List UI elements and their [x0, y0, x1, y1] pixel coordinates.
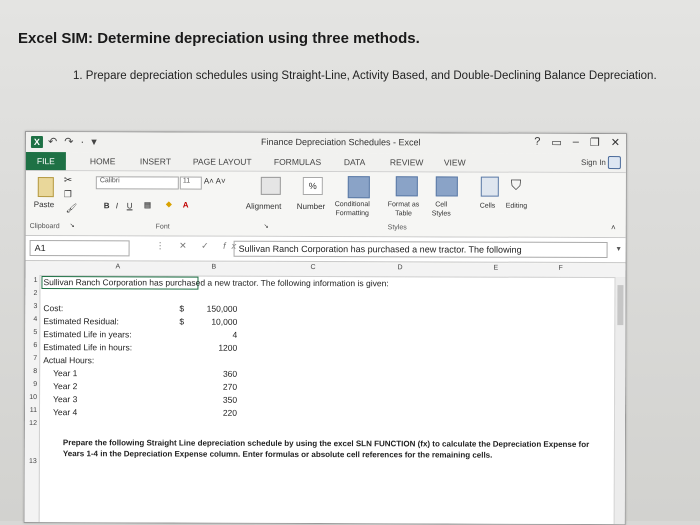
life-hours-value[interactable]: 1200 [218, 342, 238, 353]
life-hours-label[interactable]: Estimated Life in hours: [43, 342, 133, 353]
column-header-d[interactable]: D [397, 264, 403, 272]
format-as-table-icon[interactable] [396, 176, 418, 196]
cost-value[interactable]: 150,000 [206, 303, 238, 314]
clipboard-launcher-icon[interactable]: ↘ [69, 223, 75, 230]
alignment-icon[interactable] [261, 177, 281, 195]
grow-shrink-font-buttons[interactable]: A˄ A˅ [203, 176, 226, 186]
actual-hours-label[interactable]: Actual Hours: [43, 355, 95, 366]
group-styles-label: Styles [387, 224, 407, 232]
number-button[interactable]: Number [296, 201, 326, 212]
year-label[interactable]: Year 3 [53, 394, 78, 405]
vertical-scrollbar[interactable] [614, 277, 626, 524]
excel-window [24, 131, 627, 525]
tab-view[interactable]: VIEW [443, 157, 466, 168]
ribbon-display-icon[interactable]: ▭ [551, 136, 562, 149]
life-years-label[interactable]: Estimated Life in years: [43, 329, 132, 340]
quick-access-toolbar[interactable]: ↶ ↷ · ▾ [47, 136, 99, 149]
format-as-label: Format as [387, 201, 420, 209]
column-header-c[interactable]: C [310, 263, 316, 272]
year-hours-value[interactable]: 350 [222, 394, 238, 405]
cell-a1[interactable]: Sullivan Ranch Corporation has purchased a new tractor. The following information is given: [43, 277, 389, 289]
row-header[interactable]: 7 [33, 355, 38, 363]
binoculars-icon[interactable]: ⛉ [510, 176, 522, 193]
tab-formulas[interactable]: FORMULAS [273, 156, 322, 168]
formula-bar-icons[interactable]: ⋮ ✕ ✓ fx [155, 240, 243, 251]
row-header[interactable]: 12 [29, 420, 37, 428]
borders-icon[interactable]: ▦ [143, 200, 152, 210]
collapse-ribbon-icon[interactable]: ˄ [610, 223, 616, 233]
conditional-formatting-icon[interactable] [348, 176, 370, 198]
column-header-e[interactable]: E [493, 264, 499, 272]
cost-dollar: $ [179, 303, 185, 314]
restore-button[interactable]: ❐ [589, 136, 600, 150]
row-header[interactable]: 6 [33, 342, 38, 350]
close-button[interactable]: ✕ [610, 137, 620, 150]
row-header[interactable]: 1 [33, 277, 38, 285]
formatting-label: Formatting [335, 210, 369, 218]
font-launcher-icon[interactable]: ↘ [263, 223, 269, 230]
scrollbar-thumb[interactable] [617, 285, 623, 325]
font-size-select[interactable]: 11 [180, 177, 202, 190]
italic-button[interactable]: I [115, 201, 118, 211]
residual-label[interactable]: Estimated Residual: [43, 316, 119, 327]
name-box[interactable]: A1 [30, 240, 130, 256]
instruction-text: 1. Prepare depreciation schedules using Straight-Line, Activity Based, and Double-Declining Balance Depreciation. [73, 70, 657, 82]
formula-bar [26, 236, 626, 263]
year-label[interactable]: Year 4 [53, 407, 78, 418]
conditional-formatting-button[interactable] [335, 200, 370, 218]
residual-dollar: $ [179, 316, 185, 327]
ribbon-tabs [26, 152, 626, 173]
tab-home[interactable]: HOME [89, 156, 116, 167]
cell-label: Cell [435, 201, 448, 209]
fill-color-icon[interactable]: ◆ [165, 199, 172, 209]
copy-icon[interactable]: ❐ [63, 189, 72, 200]
row-header[interactable]: 2 [33, 290, 38, 298]
excel-logo-icon: X [31, 136, 43, 148]
cost-label[interactable]: Cost: [43, 303, 64, 314]
column-header-b[interactable]: B [211, 263, 217, 271]
paste-icon[interactable] [38, 177, 54, 197]
tab-file[interactable]: FILE [26, 152, 66, 170]
sign-in-label: Sign In [580, 157, 606, 168]
year-label[interactable]: Year 1 [53, 368, 78, 379]
worksheet-grid [25, 262, 626, 524]
sign-in-button[interactable] [581, 156, 621, 169]
cell-styles-icon[interactable] [436, 176, 458, 196]
year-hours-value[interactable]: 360 [222, 368, 238, 379]
font-color-button[interactable]: A [182, 200, 189, 210]
paste-label: Paste [33, 200, 55, 210]
row-header[interactable]: 3 [33, 303, 38, 311]
row-header[interactable]: 9 [33, 381, 38, 389]
group-font-label: Font [155, 223, 170, 231]
life-years-value[interactable]: 4 [232, 329, 238, 340]
expand-formula-bar-icon[interactable]: ▾ [616, 244, 621, 254]
cut-icon[interactable]: ✂ [63, 175, 73, 187]
cell-styles-button[interactable] [432, 200, 451, 218]
group-clipboard-label: Clipboard [29, 223, 60, 231]
tab-review[interactable]: REVIEW [389, 157, 424, 168]
row-header[interactable]: 4 [33, 316, 38, 324]
page-title: Excel SIM: Determine depreciation using three methods. [18, 30, 420, 47]
window-title: Finance Depreciation Schedules - Excel [260, 136, 421, 148]
ribbon [26, 171, 626, 238]
styles-label: Styles [431, 210, 451, 218]
table-label: Table [395, 210, 412, 218]
underline-button[interactable]: U [126, 201, 133, 211]
tab-page-layout[interactable]: PAGE LAYOUT [192, 156, 252, 167]
bold-button[interactable]: B [103, 201, 110, 211]
fx-label: fx [223, 240, 243, 251]
editing-button[interactable]: Editing [505, 202, 528, 210]
row-header[interactable]: 13 [29, 458, 37, 466]
residual-value[interactable]: 10,000 [211, 316, 238, 327]
cells-icon[interactable] [481, 177, 499, 197]
tab-insert[interactable]: INSERT [139, 156, 171, 167]
minimize-button[interactable]: – [572, 135, 579, 148]
row-header[interactable]: 5 [33, 329, 38, 337]
window-controls [534, 136, 620, 149]
formula-input[interactable]: Sullivan Ranch Corporation has purchased a new tractor. The following [234, 241, 608, 258]
percent-icon[interactable]: % [303, 177, 323, 195]
year-hours-value[interactable]: 270 [222, 381, 238, 392]
cells-button[interactable]: Cells [479, 202, 496, 210]
year-hours-value[interactable]: 220 [222, 407, 238, 418]
column-header-a[interactable]: A [115, 263, 121, 271]
year-label[interactable]: Year 2 [53, 381, 78, 392]
alignment-button[interactable]: Alignment [245, 201, 282, 211]
help-button[interactable]: ? [534, 135, 541, 148]
row-header[interactable]: 10 [29, 394, 38, 402]
row-header[interactable]: 11 [29, 407, 38, 415]
column-header-f[interactable]: F [558, 264, 563, 272]
title-bar [26, 132, 626, 154]
user-icon [608, 156, 621, 169]
format-painter-icon[interactable]: 🖌 [65, 203, 78, 214]
row-header[interactable]: 8 [33, 368, 38, 376]
instruction-cell-a13[interactable]: Prepare the following Straight Line depreciation schedule by using the excel SLN FUNCTION (fx) to calculate the Depreciation Expense for Years 1-4 in the Depreciation Expense column. Enter formulas or absolute cell references for the remaining cells. [62, 438, 590, 460]
font-name-select[interactable]: Calibri [96, 176, 179, 189]
format-as-table-button[interactable] [388, 200, 420, 218]
tab-data[interactable]: DATA [343, 157, 366, 168]
conditional-label: Conditional [334, 201, 370, 209]
